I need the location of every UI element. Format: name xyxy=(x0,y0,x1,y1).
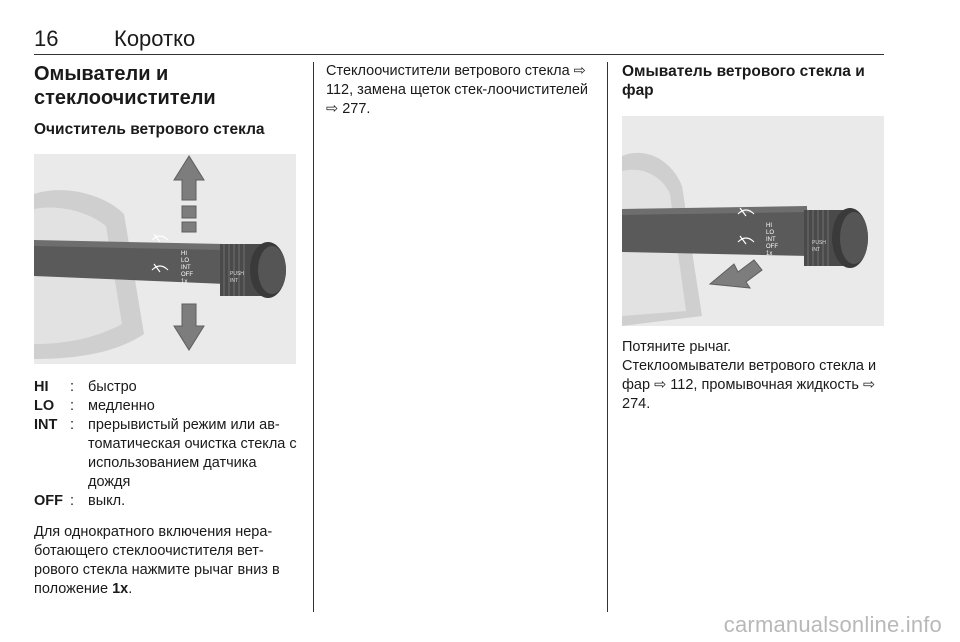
ref-text-2: , замена щеток стек-лоочистителей xyxy=(349,82,589,98)
definition-desc: прерывистый режим или ав-томатическая очистка стекла с использованием датчика дождя xyxy=(88,417,297,490)
ref-page-112[interactable]: 112 xyxy=(670,377,694,393)
ref-page-112[interactable]: 112 xyxy=(326,82,350,98)
fig1-label-int2: INT xyxy=(230,278,239,284)
definition-term: OFF xyxy=(34,493,63,509)
subsection-title-wiper: Очиститель ветрового стекла xyxy=(34,121,265,138)
ref-text-1: Стеклоомыватели ветрового стекла и фар xyxy=(622,358,877,393)
fig1-label-1x: 1x xyxy=(181,279,188,285)
single-wipe-end: . xyxy=(128,581,133,597)
wiper-reference-paragraph xyxy=(326,62,594,119)
ref-arrow-icon[interactable]: ⇨ xyxy=(862,377,876,393)
single-wipe-paragraph xyxy=(34,523,302,599)
definition-colon: : xyxy=(70,379,75,395)
fig1-label-push: PUSH xyxy=(230,271,244,277)
pull-lever-text: Потяните рычаг. xyxy=(622,339,731,355)
ref-page-274[interactable]: 274 xyxy=(622,396,647,412)
ref-text-2: , промывочная жидкость xyxy=(693,377,863,393)
column-3 xyxy=(622,62,884,414)
definition-desc: быстро xyxy=(88,379,137,395)
fig3-label-lo: LO xyxy=(766,230,775,236)
fig3-label-1x: 1x xyxy=(766,251,773,257)
definition-colon: : xyxy=(70,398,75,414)
definition-desc: медленно xyxy=(88,398,155,414)
wiper-lever-figure xyxy=(34,154,296,364)
single-wipe-bold: 1x xyxy=(112,581,129,597)
fig3-label-off: OFF xyxy=(766,244,778,250)
ref-text-1: Стеклоочистители ветрового стекла xyxy=(326,63,574,79)
ref-arrow-icon[interactable]: ⇨ xyxy=(326,101,339,117)
page-title: Коротко xyxy=(114,26,196,51)
column-2 xyxy=(326,62,594,119)
page-header xyxy=(34,26,884,54)
fig3-label-push: PUSH xyxy=(812,240,826,246)
definition-term: INT xyxy=(34,417,58,433)
ref-page-277[interactable]: 277 xyxy=(342,101,367,117)
column-divider-2 xyxy=(607,62,608,612)
definition-row xyxy=(34,378,302,397)
column-1 xyxy=(34,62,302,599)
definition-colon: : xyxy=(70,417,75,433)
ref-text-3: . xyxy=(366,101,371,117)
fig1-label-hi: HI xyxy=(181,251,187,257)
fig1-label-int: INT xyxy=(181,265,191,271)
definition-desc: выкл. xyxy=(88,493,126,509)
single-wipe-text: Для однократного включения нера-ботающего стеклоочистителя вет-рового стекла нажмите рычаг вниз в положение xyxy=(34,524,280,597)
section-title-washer: Омыватель ветрового стекла и фар xyxy=(622,63,865,99)
section-title-washers: Омыватели и стеклоочистители xyxy=(34,63,216,109)
ref-arrow-icon[interactable]: ⇨ xyxy=(573,63,586,79)
ref-arrow-icon[interactable]: ⇨ xyxy=(654,377,667,393)
column-divider-1 xyxy=(313,62,314,612)
wiper-lever-illustration xyxy=(34,154,296,364)
definition-colon: : xyxy=(70,493,75,509)
definition-row xyxy=(34,416,302,492)
watermark: carmanualsonline.info xyxy=(723,612,942,637)
washer-lever-figure xyxy=(622,116,884,326)
header-rule xyxy=(34,54,884,55)
definition-row xyxy=(34,397,302,416)
page-number: 16 xyxy=(34,26,59,51)
mode-definitions xyxy=(34,378,302,511)
fig1-label-lo: LO xyxy=(181,258,190,264)
definition-term: LO xyxy=(34,398,55,414)
washer-reference-paragraph xyxy=(622,357,884,414)
ref-text-3: . xyxy=(646,396,651,412)
fig3-label-int: INT xyxy=(766,237,776,243)
definition-row xyxy=(34,492,302,511)
fig1-label-off: OFF xyxy=(181,272,193,278)
washer-lever-illustration xyxy=(622,116,884,326)
definition-term: HI xyxy=(34,379,49,395)
fig3-label-int2: INT xyxy=(812,247,821,253)
fig3-label-hi: HI xyxy=(766,223,772,229)
